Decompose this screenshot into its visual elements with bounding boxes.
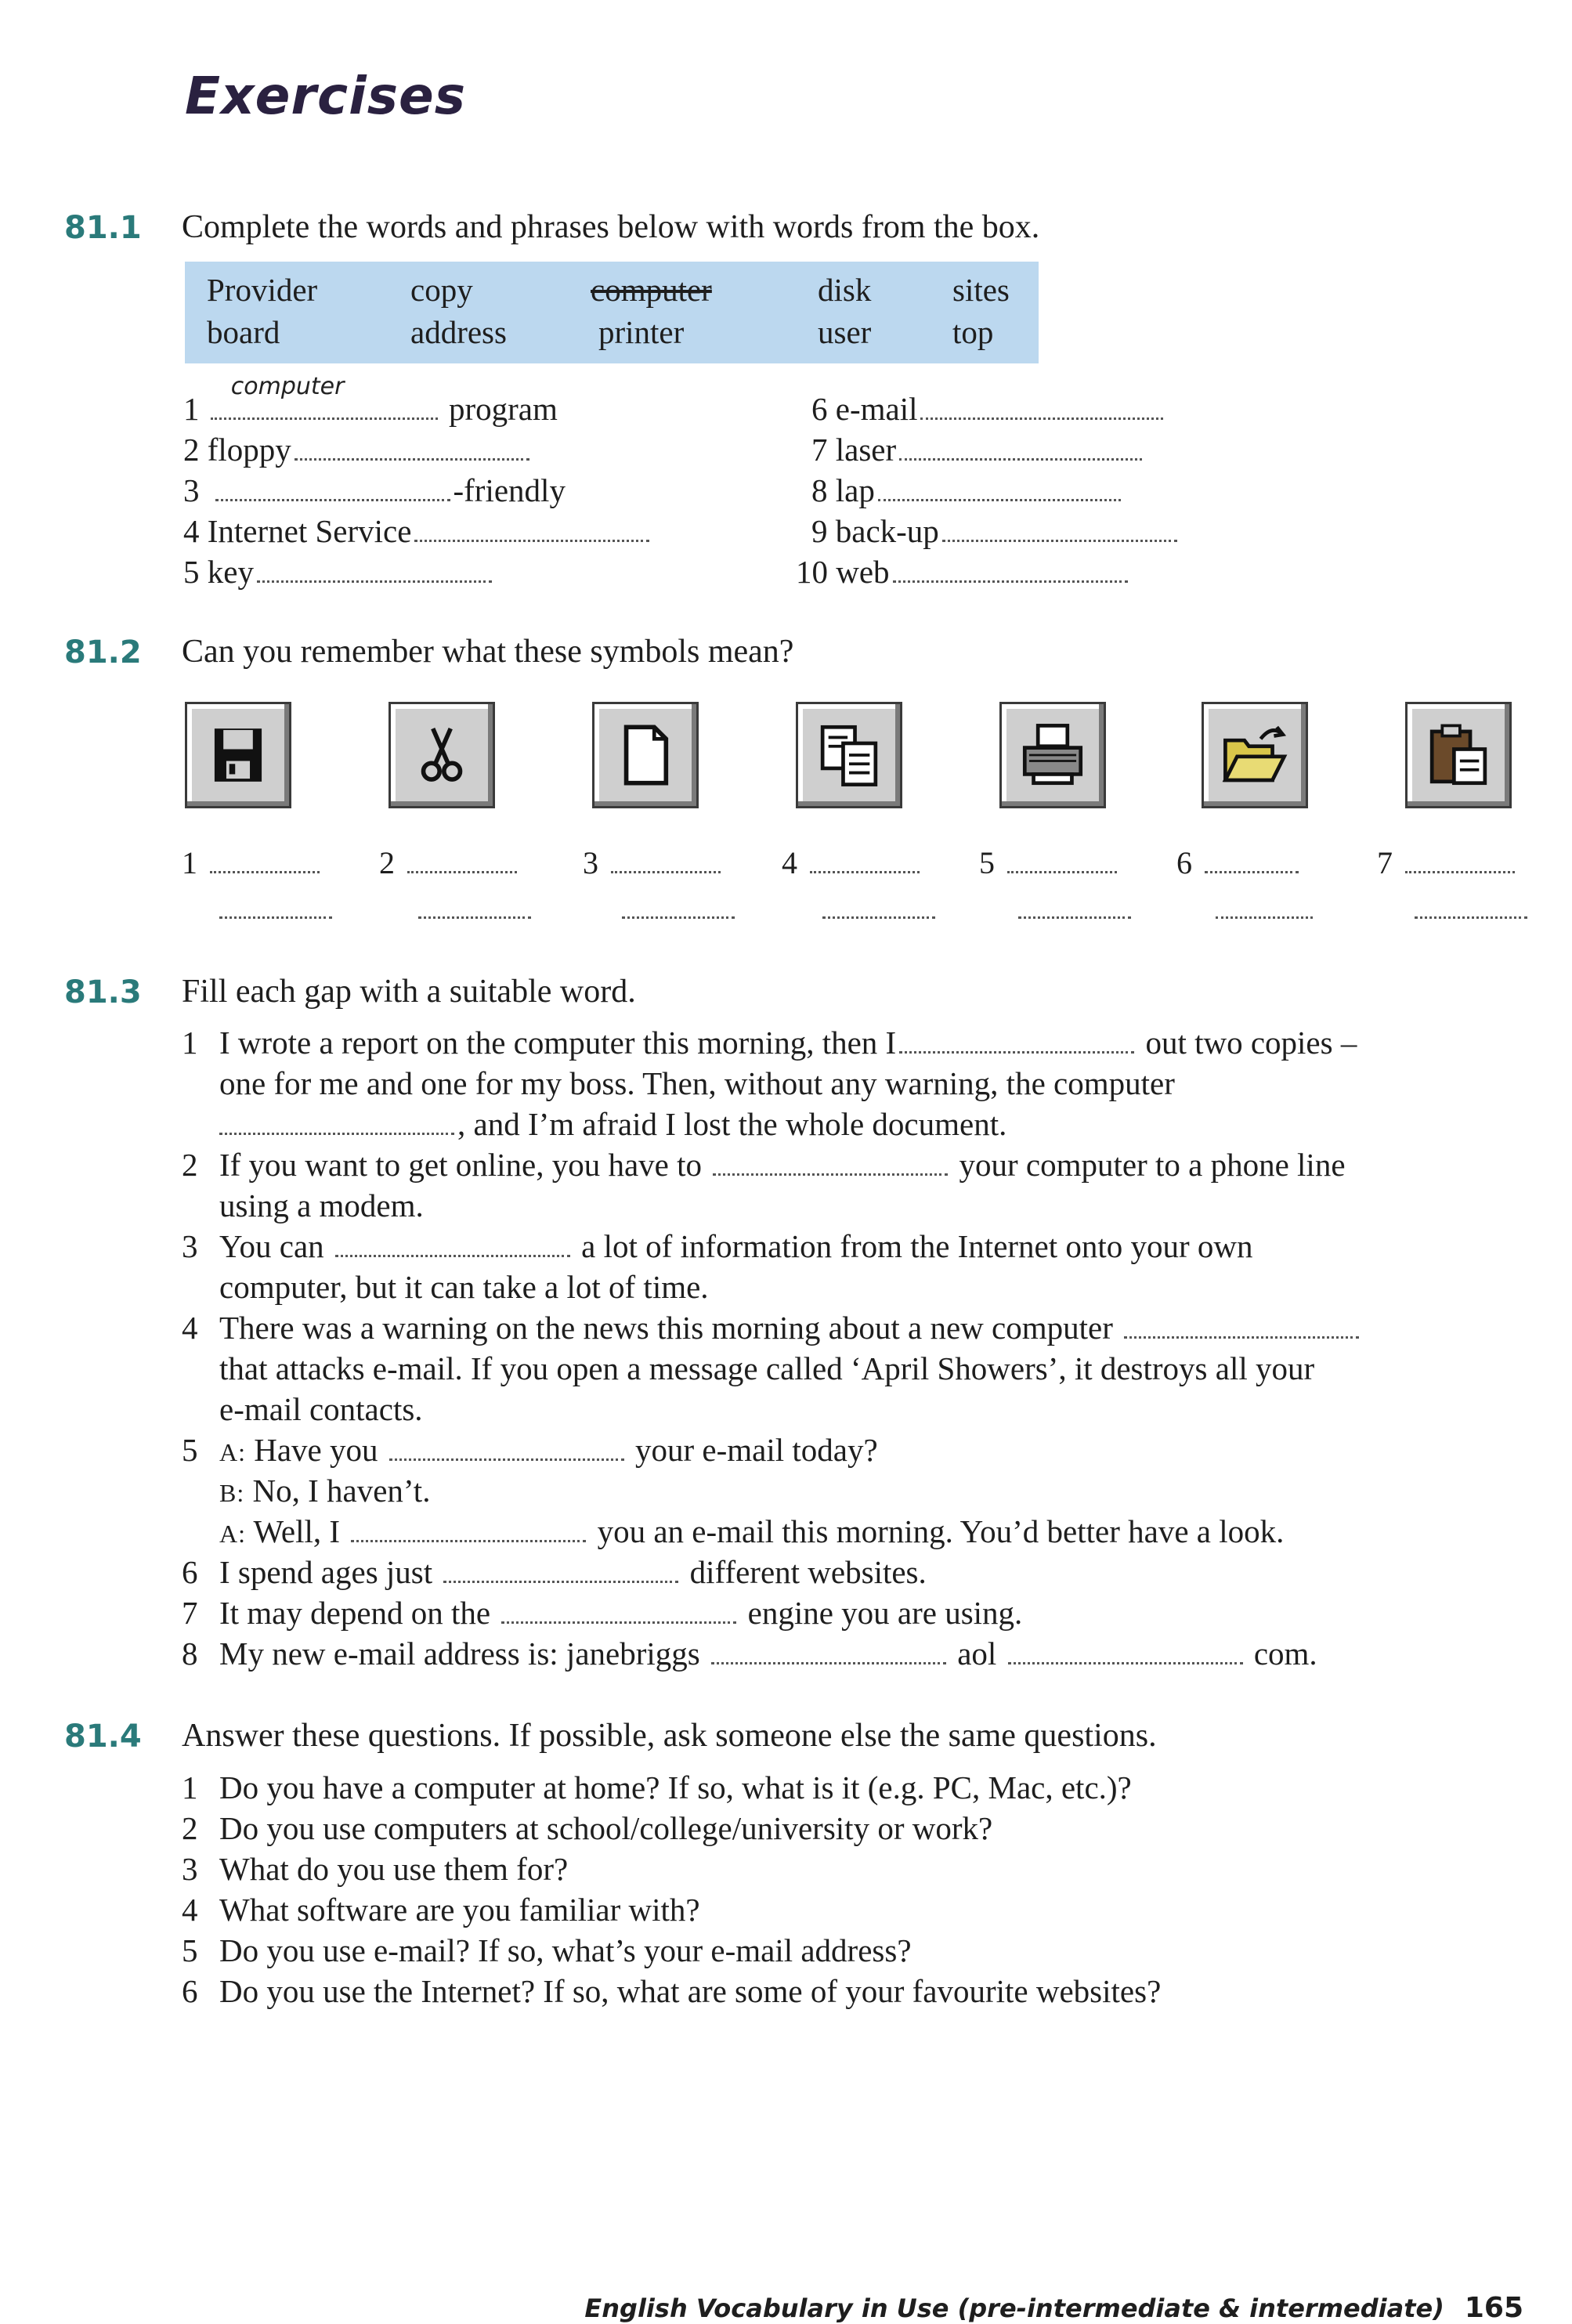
- word-box: [185, 262, 1039, 363]
- answer-gap[interactable]: [257, 557, 492, 583]
- symbol-answer: 6: [1176, 844, 1302, 881]
- exercise-instruction: Complete the words and phrases below with words from the box.: [182, 209, 1040, 245]
- exercise-number: 81.4: [64, 1719, 142, 1755]
- gap-sentence: using a modem.: [219, 1187, 424, 1223]
- item-number: 8: [182, 1635, 198, 1672]
- book-title: English Vocabulary in Use (pre-intermediate & intermediate): [584, 2293, 1444, 2323]
- item-number: 1: [182, 1025, 198, 1061]
- open-folder-icon: [1202, 702, 1308, 808]
- item-number: 5: [182, 1932, 198, 1968]
- list-item: 9 back-up: [811, 511, 1180, 551]
- item-number: 2: [182, 1147, 198, 1183]
- question: Do you use computers at school/college/university or work?: [219, 1810, 993, 1846]
- handwritten-answer: computer: [230, 373, 345, 400]
- scissors-icon: [388, 702, 495, 808]
- answer-gap[interactable]: [215, 475, 450, 501]
- gap-sentence: You can a lot of information from the Internet onto your own: [219, 1228, 1253, 1264]
- list-item: 8 lap: [811, 470, 1124, 511]
- item-number: 2: [182, 1810, 198, 1846]
- box-word: address: [410, 314, 507, 350]
- symbol-answer-second-line: [216, 893, 1532, 909]
- question: What do you use them for?: [219, 1851, 569, 1887]
- box-word: printer: [598, 314, 685, 350]
- box-word: top: [952, 314, 994, 350]
- answer-gap[interactable]: [295, 435, 529, 461]
- gap-sentence: , and I’m afraid I lost the whole document.: [219, 1104, 1006, 1144]
- symbol-answer: 7: [1377, 844, 1518, 881]
- answer-gap[interactable]: [899, 435, 1142, 461]
- box-word: user: [818, 314, 872, 350]
- symbol-answer: 3: [583, 844, 724, 881]
- answer-gap[interactable]: [893, 557, 1128, 583]
- dialogue-line: A: Well, I you an e-mail this morning. You’d better have a look.: [219, 1513, 1285, 1549]
- box-word: disk: [818, 272, 872, 308]
- list-item: 5 key: [183, 551, 495, 592]
- answer-gap[interactable]: [878, 475, 1121, 501]
- list-item: 1 computer program: [183, 389, 558, 429]
- page-number: 165: [1464, 2292, 1523, 2324]
- page-footer: [584, 2292, 1523, 2324]
- box-word: sites: [952, 272, 1010, 308]
- gap-sentence: It may depend on the engine you are using.: [219, 1595, 1023, 1631]
- gap-sentence: e-mail contacts.: [219, 1391, 423, 1427]
- gap-sentence: If you want to get online, you have to your computer to a phone line: [219, 1147, 1346, 1183]
- question: Do you use e-mail? If so, what’s your e-mail address?: [219, 1932, 912, 1968]
- exercise-number: 81.3: [64, 974, 142, 1010]
- item-number: 4: [182, 1310, 198, 1346]
- dialogue-line: A: Have you your e-mail today?: [219, 1432, 878, 1468]
- item-number: 6: [182, 1554, 198, 1590]
- question: Do you have a computer at home? If so, what is it (e.g. PC, Mac, etc.)?: [219, 1769, 1132, 1805]
- list-item: 7 laser: [811, 429, 1145, 470]
- gap-sentence: I wrote a report on the computer this morning, then I out two copies –: [219, 1025, 1357, 1061]
- item-number: 5: [182, 1432, 198, 1468]
- list-item: 4 Internet Service: [183, 511, 652, 551]
- gap-sentence: one for me and one for my boss. Then, without any warning, the computer: [219, 1065, 1175, 1101]
- list-item: 6 e-mail: [811, 389, 1166, 429]
- symbol-answer: 4: [782, 844, 923, 881]
- paste-clipboard-icon: [1405, 702, 1512, 808]
- item-number: 4: [182, 1892, 198, 1928]
- symbol-answer: 2: [379, 844, 520, 881]
- box-word: board: [207, 314, 280, 350]
- box-word: copy: [410, 272, 473, 308]
- gap-sentence: My new e-mail address is: janebriggs aol com.: [219, 1635, 1317, 1672]
- symbol-answer: 1: [182, 844, 323, 881]
- page-title: Exercises: [185, 66, 467, 126]
- gap-sentence: I spend ages just different websites.: [219, 1554, 927, 1590]
- list-item: 3 -friendly: [183, 472, 566, 508]
- symbol-answer: 5: [979, 844, 1120, 881]
- copy-icon: [796, 702, 902, 808]
- gap-sentence: computer, but it can take a lot of time.: [219, 1269, 709, 1305]
- item-number: 1: [182, 1769, 198, 1805]
- question: Do you use the Internet? If so, what are some of your favourite websites?: [219, 1973, 1162, 2009]
- item-number: 3: [182, 1228, 198, 1264]
- box-word-crossed: computer: [591, 272, 712, 308]
- answer-gap[interactable]: [920, 394, 1163, 420]
- printer-icon: [999, 702, 1106, 808]
- question: What software are you familiar with?: [219, 1892, 700, 1928]
- item-number: 7: [182, 1595, 198, 1631]
- save-floppy-icon: [185, 702, 291, 808]
- gap-sentence: that attacks e-mail. If you open a message called ‘April Showers’, it destroys all your: [219, 1350, 1315, 1386]
- list-item: 2 floppy: [183, 429, 533, 470]
- list-item: 10 web: [796, 551, 1131, 592]
- gap-sentence: There was a warning on the news this morning about a new computer: [219, 1307, 1362, 1348]
- answer-gap[interactable]: [942, 516, 1177, 542]
- item-number: 3: [182, 1851, 198, 1887]
- answer-gap[interactable]: [414, 516, 649, 542]
- dialogue-line: B: No, I haven’t.: [219, 1473, 431, 1509]
- exercise-number: 81.1: [64, 210, 142, 246]
- exercise-instruction: Can you remember what these symbols mean?: [182, 634, 794, 670]
- item-number: 6: [182, 1973, 198, 2009]
- exercise-instruction: Fill each gap with a suitable word.: [182, 974, 636, 1010]
- exercise-number: 81.2: [64, 634, 142, 670]
- new-document-icon: [592, 702, 699, 808]
- exercise-instruction: Answer these questions. If possible, ask someone else the same questions.: [182, 1718, 1157, 1754]
- box-word: Provider: [207, 272, 318, 308]
